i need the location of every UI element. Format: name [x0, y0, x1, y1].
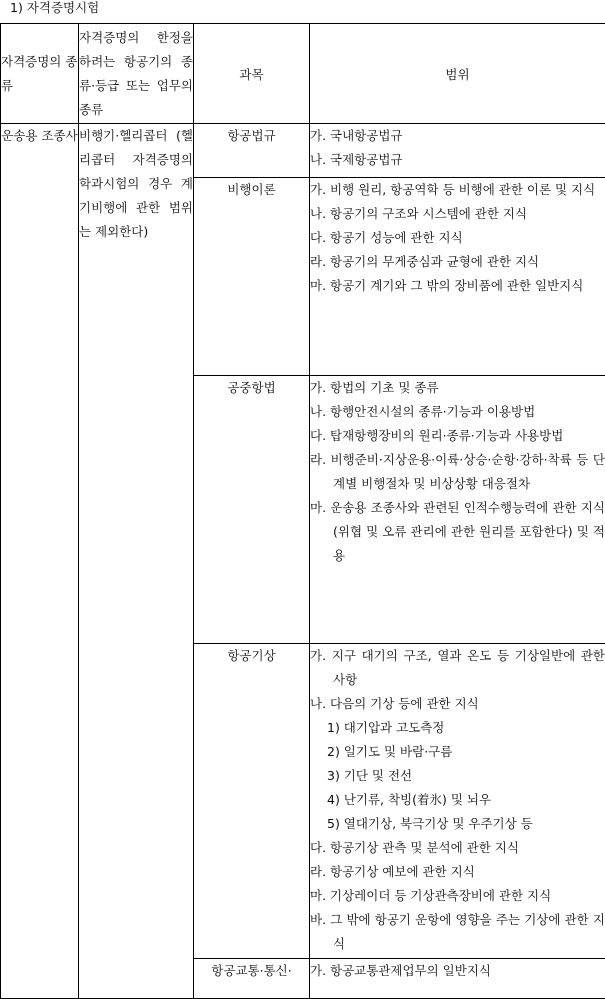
scope-item: 나. 국제항공법규: [310, 148, 605, 172]
scope-cell: [310, 959, 605, 999]
scope-item: 바. 그 밖에 항공기 운항에 영향을 주는 기상에 관한 지식: [310, 908, 605, 956]
scope-cell: [310, 124, 605, 178]
subject-name: 항공교통·통신·: [194, 959, 310, 999]
section-heading: 1) 자격증명시험: [10, 0, 99, 18]
scope-cell: [310, 644, 605, 959]
scope-item: 가. 비행 원리, 항공역학 등 비행에 관한 이론 및 지식: [310, 178, 605, 202]
scope-item: 라. 비행준비·지상운용·이륙·상승·순항·강하·착륙 등 단계별 비행절차 및 비상상황 대응절차: [310, 448, 605, 496]
header-limit: 자격증명의 한정을 하려는 항공기의 종류·등급 또는 업무의 종류: [79, 24, 194, 124]
scope-cell: [310, 178, 605, 376]
scope-subitem: 1) 대기압과 고도측정: [310, 716, 605, 740]
table-row: [1, 124, 605, 178]
scope-cell: [310, 376, 605, 644]
subject-name: 항공기상: [194, 644, 310, 959]
scope-item: 가. 지구 대기의 구조, 열과 온도 등 기상일반에 관한 사항: [310, 644, 605, 692]
header-scope: 범위: [310, 24, 605, 124]
scope-subitem: 5) 열대기상, 북극기상 및 우주기상 등: [310, 812, 605, 836]
header-subject: 과목: [194, 24, 310, 124]
scope-item: 가. 항법의 기초 및 종류: [310, 376, 605, 400]
scope-item: 라. 항공기상 예보에 관한 지식: [310, 860, 605, 884]
subject-name: 비행이론: [194, 178, 310, 376]
scope-item: 마. 기상레이더 등 기상관측장비에 관한 지식: [310, 884, 605, 908]
scope-item: 가. 항공교통관제업무의 일반지식: [310, 959, 605, 983]
scope-item: 나. 항행안전시설의 종류·기능과 이용방법: [310, 400, 605, 424]
table-header-row: [1, 24, 605, 124]
subject-name: 항공법규: [194, 124, 310, 178]
scope-subitem: 3) 기단 및 전선: [310, 764, 605, 788]
scope-item: 라. 항공기의 무게중심과 균형에 관한 지식: [310, 250, 605, 274]
scope-item: 마. 항공기 계기와 그 밖의 장비품에 관한 일반지식: [310, 274, 605, 298]
cert-type-cell: 운송용 조종사: [1, 124, 79, 999]
scope-item: 나. 다음의 기상 등에 관한 지식: [310, 692, 605, 716]
exam-scope-table: [0, 23, 605, 999]
limit-cell: 비행기·헬리콥터 (헬리콥터 자격증명의 학과시험의 경우 계기비행에 관한 범위는 제외한다): [79, 124, 194, 999]
scope-subitem: 2) 일기도 및 바람·구름: [310, 740, 605, 764]
scope-item: 다. 탑재항행장비의 원리·종류·기능과 사용방법: [310, 424, 605, 448]
scope-item: 가. 국내항공법규: [310, 124, 605, 148]
scope-item: 나. 항공기의 구조와 시스템에 관한 지식: [310, 202, 605, 226]
scope-item: 마. 운송용 조종사와 관련된 인적수행능력에 관한 지식(위협 및 오류 관리에 관한 원리를 포함한다) 및 적용: [310, 496, 605, 568]
scope-item: 다. 항공기 성능에 관한 지식: [310, 226, 605, 250]
scope-subitem: 4) 난기류, 착빙(着氷) 및 뇌우: [310, 788, 605, 812]
header-cert-type: 자격증명의 종류: [1, 24, 79, 124]
scope-item: 다. 항공기상 관측 및 분석에 관한 지식: [310, 836, 605, 860]
subject-name: 공중항법: [194, 376, 310, 644]
